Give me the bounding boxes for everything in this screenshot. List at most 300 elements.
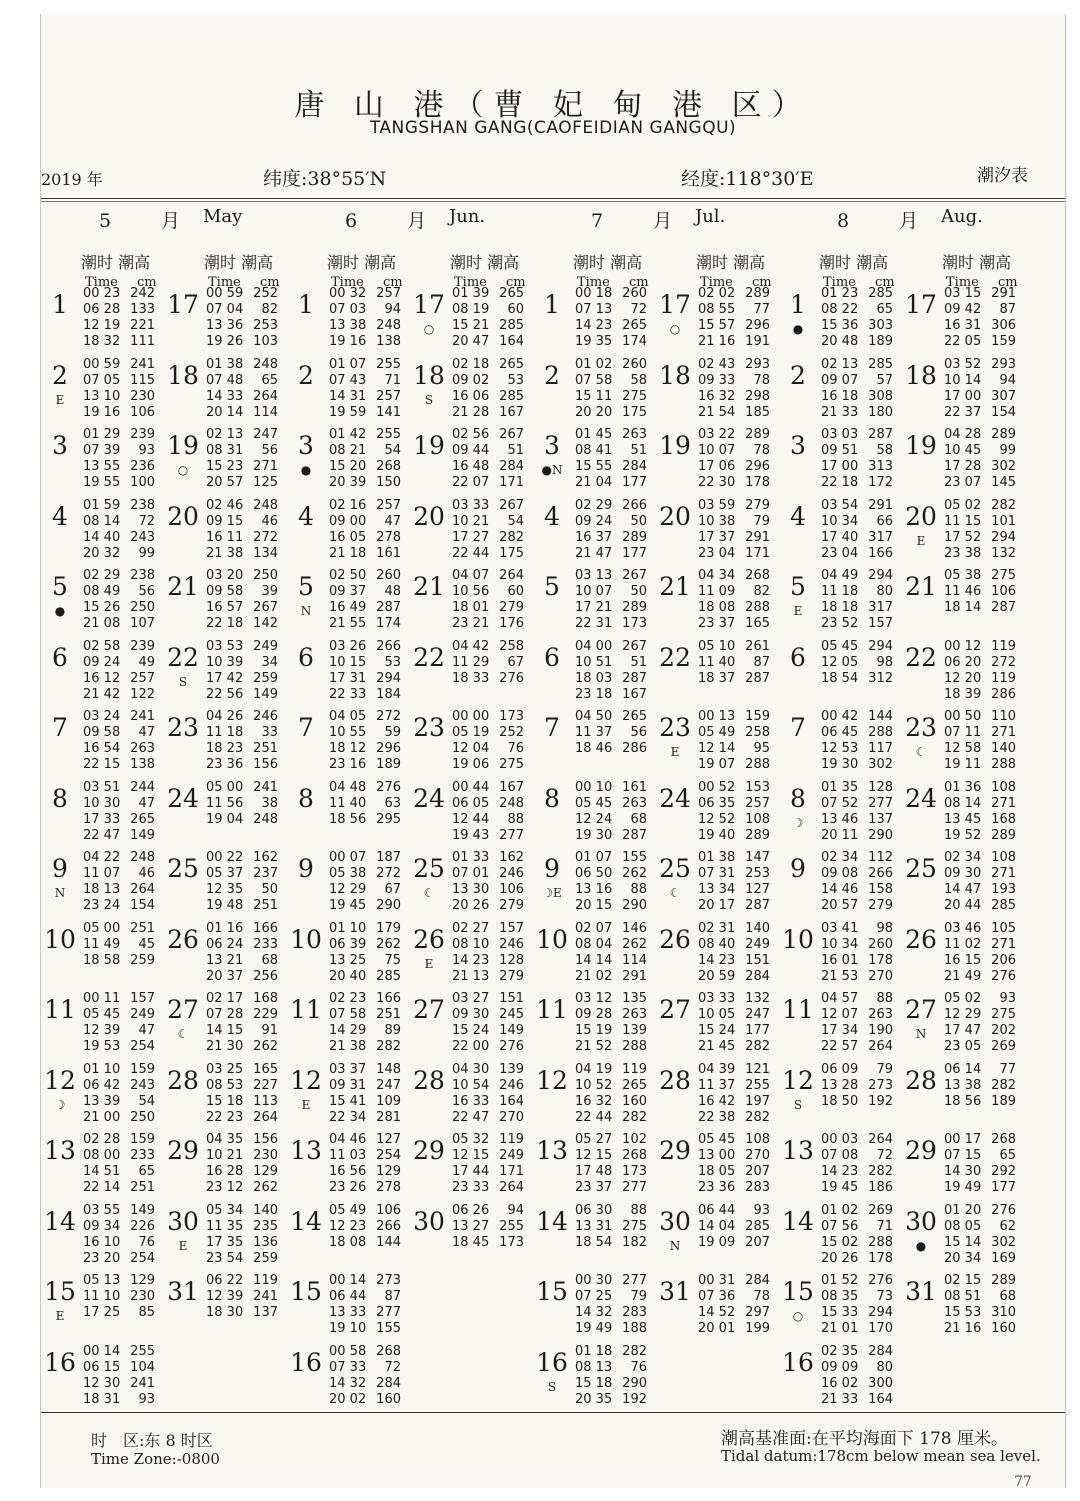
- tide-height: 265: [622, 318, 647, 333]
- tide-list: [329, 639, 401, 703]
- tide-row: [83, 921, 155, 937]
- tide-row: [329, 302, 401, 318]
- tide-time: 23 07: [944, 475, 982, 490]
- tide-height: 171: [745, 545, 770, 561]
- tide-row: [698, 969, 770, 985]
- tide-time: 04 39: [698, 1061, 736, 1077]
- day-block: [41, 1128, 164, 1194]
- day-block: [902, 705, 1025, 771]
- tide-row: [83, 459, 155, 475]
- tide-time: 07 36: [698, 1289, 736, 1304]
- tide-time: 02 18: [452, 356, 490, 372]
- tide-height: 93: [138, 1391, 155, 1407]
- tide-height: 106: [376, 1202, 401, 1218]
- tide-list: [206, 1203, 278, 1267]
- day-block: [779, 917, 902, 983]
- tide-time: 22 34: [329, 1109, 367, 1125]
- tide-height: 107: [130, 616, 155, 631]
- tide-row: [206, 1094, 278, 1110]
- tide-height: 269: [868, 1202, 893, 1218]
- tide-height: 251: [130, 920, 155, 936]
- day-block: [902, 282, 1025, 348]
- tide-list: [452, 639, 524, 703]
- tide-height: 260: [376, 568, 401, 583]
- tide-row: [698, 616, 770, 632]
- tide-list: [206, 1062, 278, 1126]
- tide-height: 164: [868, 1391, 893, 1407]
- tide-row: [329, 1392, 401, 1408]
- tide-height: 141: [376, 404, 401, 420]
- moon-phase-marker: S: [178, 674, 188, 689]
- day-block: [41, 423, 164, 489]
- day-number: 27: [413, 995, 445, 1024]
- tide-time: 04 22: [83, 850, 121, 865]
- tide-height: 168: [991, 811, 1016, 827]
- tide-time: 09 30: [452, 1007, 490, 1022]
- tide-row: [83, 530, 155, 546]
- tide-height: 266: [376, 638, 401, 654]
- tide-time: 09 37: [329, 584, 367, 599]
- tide-height: 268: [376, 1343, 401, 1359]
- tide-row: [821, 1305, 893, 1321]
- tide-row: [575, 616, 647, 632]
- tide-height: 233: [130, 1148, 155, 1163]
- tide-list: [821, 1132, 893, 1196]
- tide-row: [329, 898, 401, 914]
- day-block: [656, 1128, 779, 1194]
- tide-height: 71: [384, 372, 401, 388]
- tide-row: [575, 969, 647, 985]
- day-number: 5: [544, 572, 560, 601]
- tide-row: [83, 741, 155, 757]
- tide-list: [83, 427, 155, 491]
- tide-row: [329, 373, 401, 389]
- tide-row: [821, 318, 893, 334]
- day-block: [164, 423, 287, 489]
- moon-phase-marker: ☾: [669, 886, 681, 900]
- tide-time: 04 30: [452, 1061, 490, 1077]
- tide-row: [329, 318, 401, 334]
- day-number: 28: [659, 1065, 691, 1095]
- tide-list: [83, 709, 155, 773]
- day-block: [902, 494, 1025, 560]
- day-block: [410, 1199, 533, 1265]
- tide-list: [821, 1273, 893, 1337]
- tide-height: 176: [499, 616, 524, 631]
- tide-time: 15 02: [821, 1234, 859, 1250]
- tide-time: 19 16: [83, 404, 121, 420]
- tide-height: 106: [130, 404, 155, 420]
- tide-height: 172: [868, 475, 893, 490]
- tide-time: 02 23: [329, 991, 367, 1006]
- tide-height: 288: [868, 1234, 893, 1250]
- tide-time: 16 01: [821, 952, 859, 968]
- tide-row: [83, 687, 155, 703]
- tide-list: [944, 427, 1016, 491]
- tide-time: 20 32: [83, 545, 121, 561]
- day-number: 27: [905, 995, 937, 1024]
- tide-time: 20 02: [329, 1391, 367, 1407]
- tide-list: [83, 1203, 155, 1267]
- tide-time: 12 15: [575, 1148, 613, 1163]
- tide-row: [452, 937, 524, 953]
- tide-row: [206, 334, 278, 350]
- tide-list: [944, 780, 1016, 844]
- tide-time: 00 14: [329, 1273, 367, 1288]
- day-block: [410, 282, 533, 348]
- tide-height: 310: [991, 1305, 1016, 1320]
- timezone-en: Time Zone:-0800: [91, 1450, 220, 1468]
- tide-time: 21 38: [329, 1039, 367, 1054]
- tide-time: 14 52: [698, 1305, 736, 1320]
- tide-row: [452, 725, 524, 741]
- tide-height: 54: [384, 443, 401, 458]
- tide-list: [206, 780, 278, 844]
- day-block: [164, 776, 287, 842]
- day-block: [656, 1269, 779, 1335]
- tide-height: 281: [376, 1109, 401, 1125]
- tide-height: 259: [253, 670, 278, 686]
- tide-row: [944, 1062, 1016, 1078]
- tide-time: 08 22: [821, 302, 859, 317]
- tide-time: 19 04: [206, 811, 244, 827]
- tide-list: [698, 850, 770, 914]
- tide-height: 259: [130, 952, 155, 968]
- tide-row: [575, 655, 647, 671]
- tide-time: 16 06: [452, 388, 490, 404]
- tide-list: [452, 709, 524, 773]
- tide-list: [944, 498, 1016, 562]
- tide-time: 21 45: [698, 1039, 736, 1054]
- tide-time: 17 27: [452, 529, 490, 545]
- day-block: [287, 1199, 410, 1265]
- tide-time: 08 31: [206, 443, 244, 458]
- tide-row: [206, 850, 278, 866]
- tide-row: [575, 334, 647, 350]
- day-block: [287, 846, 410, 912]
- column-header-time: Time: [331, 275, 364, 290]
- tide-height: 260: [622, 286, 647, 301]
- year-label: 2019 年: [41, 170, 103, 189]
- tide-height: 149: [253, 686, 278, 702]
- tide-row: [575, 1148, 647, 1164]
- tide-time: 23 36: [698, 1180, 736, 1195]
- tide-time: 16 12: [83, 670, 121, 686]
- tide-row: [575, 1023, 647, 1039]
- tide-time: 00 30: [575, 1273, 613, 1288]
- tide-height: 76: [630, 1359, 647, 1375]
- tide-time: 01 33: [452, 850, 490, 865]
- tide-time: 04 35: [206, 1132, 244, 1147]
- tide-row: [83, 937, 155, 953]
- tide-height: 167: [499, 404, 524, 420]
- day-number: 7: [790, 713, 806, 742]
- tide-height: 284: [745, 968, 770, 984]
- tide-time: 09 28: [575, 1007, 613, 1022]
- tide-row: [83, 373, 155, 389]
- tide-row: [329, 1132, 401, 1148]
- tide-row: [452, 1203, 524, 1219]
- tide-list: [329, 921, 401, 985]
- tide-height: 53: [507, 372, 524, 388]
- tide-height: 159: [991, 334, 1016, 349]
- tide-height: 144: [868, 709, 893, 724]
- day-block: [164, 564, 287, 630]
- tide-height: 95: [753, 741, 770, 756]
- tide-height: 265: [622, 1077, 647, 1093]
- tide-height: 47: [138, 795, 155, 811]
- tide-height: 277: [622, 1180, 647, 1195]
- tide-height: 162: [499, 850, 524, 865]
- day-number: 19: [413, 431, 445, 460]
- tide-row: [575, 850, 647, 866]
- tide-list: [206, 1132, 278, 1196]
- tide-row: [206, 639, 278, 655]
- tide-row: [821, 584, 893, 600]
- tide-row: [698, 443, 770, 459]
- tide-time: 20 48: [821, 334, 859, 349]
- tide-height: 246: [499, 866, 524, 881]
- tide-row: [575, 302, 647, 318]
- day-block: [410, 987, 533, 1053]
- tide-height: 264: [253, 1109, 278, 1125]
- column-header-time: Time: [946, 275, 979, 290]
- tide-time: 07 15: [944, 1148, 982, 1163]
- day-number: 1: [52, 290, 68, 319]
- day-number: 9: [52, 854, 68, 883]
- tide-height: 155: [376, 1321, 401, 1336]
- tide-height: 263: [622, 1007, 647, 1022]
- tide-row: [575, 1164, 647, 1180]
- day-number: 19: [167, 431, 199, 460]
- moon-phase-marker: S: [424, 392, 434, 407]
- tide-row: [83, 671, 155, 687]
- day-block: [656, 1058, 779, 1124]
- tide-time: 14 32: [329, 1375, 367, 1391]
- tide-row: [206, 1023, 278, 1039]
- tide-time: 18 56: [329, 811, 367, 827]
- tide-time: 22 15: [83, 757, 121, 772]
- tide-height: 242: [130, 286, 155, 301]
- tide-time: 10 51: [575, 654, 613, 670]
- tide-row: [944, 1039, 1016, 1055]
- tide-height: 238: [130, 568, 155, 583]
- tide-row: [83, 443, 155, 459]
- tide-time: 13 39: [83, 1093, 121, 1109]
- tide-height: 306: [991, 318, 1016, 333]
- tide-time: 13 55: [83, 459, 121, 474]
- day-block: [533, 1340, 656, 1406]
- tide-row: [452, 443, 524, 459]
- tide-height: 129: [376, 1164, 401, 1179]
- column-header-zh: 潮时 潮高: [327, 253, 397, 272]
- tide-row: [452, 1023, 524, 1039]
- tide-height: 164: [499, 334, 524, 349]
- tide-height: 170: [868, 1321, 893, 1336]
- tide-list: [575, 1273, 647, 1337]
- tide-row: [206, 475, 278, 491]
- tide-row: [83, 318, 155, 334]
- tide-row: [452, 357, 524, 373]
- tide-time: 11 40: [698, 654, 736, 670]
- tide-time: 20 40: [329, 968, 367, 984]
- tide-time: 12 44: [452, 811, 490, 827]
- tide-row: [83, 1305, 155, 1321]
- day-number: 16: [44, 1347, 76, 1377]
- day-number: 12: [44, 1065, 76, 1095]
- tide-row: [944, 1094, 1016, 1110]
- tide-height: 77: [753, 302, 770, 317]
- day-block: [533, 917, 656, 983]
- tide-height: 147: [745, 850, 770, 865]
- tide-time: 05 00: [206, 779, 244, 795]
- tide-height: 276: [499, 670, 524, 686]
- tide-height: 248: [253, 811, 278, 827]
- tide-time: 08 14: [944, 795, 982, 811]
- tide-height: 108: [745, 1132, 770, 1147]
- tide-row: [575, 427, 647, 443]
- tide-time: 18 50: [821, 1093, 859, 1109]
- tide-list: [821, 357, 893, 421]
- tide-height: 56: [630, 725, 647, 740]
- day-block: [779, 353, 902, 419]
- tide-time: 12 04: [452, 741, 490, 756]
- tide-row: [206, 1273, 278, 1289]
- day-number: 23: [905, 713, 937, 742]
- tide-row: [944, 671, 1016, 687]
- tide-time: 13 34: [698, 882, 736, 897]
- tide-height: 153: [745, 779, 770, 795]
- tide-row: [206, 1180, 278, 1196]
- day-block: [779, 1199, 902, 1265]
- tide-height: 38: [261, 795, 278, 811]
- tide-row: [452, 514, 524, 530]
- tide-row: [575, 671, 647, 687]
- tide-row: [821, 1132, 893, 1148]
- tide-height: 105: [991, 920, 1016, 936]
- day-number: 18: [413, 360, 445, 390]
- tide-time: 01 10: [83, 1061, 121, 1077]
- tide-height: 175: [499, 545, 524, 561]
- tide-row: [698, 725, 770, 741]
- day-number: 8: [52, 783, 68, 813]
- tide-time: 06 24: [206, 936, 244, 952]
- tide-time: 00 23: [83, 286, 121, 301]
- tide-height: 139: [622, 1023, 647, 1038]
- tide-row: [698, 498, 770, 514]
- tide-height: 271: [253, 459, 278, 474]
- tide-height: 119: [991, 670, 1016, 686]
- day-block: [410, 705, 533, 771]
- tide-row: [83, 514, 155, 530]
- tide-row: [698, 1110, 770, 1126]
- tide-row: [944, 1180, 1016, 1196]
- tide-height: 297: [745, 1305, 770, 1320]
- tide-height: 264: [130, 882, 155, 897]
- tide-height: 268: [991, 1132, 1016, 1147]
- tide-height: 290: [622, 898, 647, 913]
- tide-time: 06 45: [821, 725, 859, 740]
- tide-height: 230: [130, 1289, 155, 1304]
- tide-row: [83, 1360, 155, 1376]
- tide-height: 177: [622, 545, 647, 561]
- tide-time: 08 19: [452, 302, 490, 317]
- tide-time: 17 42: [206, 670, 244, 686]
- day-number: 15: [44, 1277, 76, 1306]
- tide-height: 57: [876, 372, 893, 388]
- tide-height: 235: [253, 1218, 278, 1234]
- tide-height: 294: [868, 638, 893, 654]
- tide-time: 11 49: [83, 936, 121, 952]
- tide-row: [575, 709, 647, 725]
- day-number: 13: [44, 1136, 76, 1165]
- tide-row: [821, 1007, 893, 1023]
- tide-time: 19 26: [206, 334, 244, 349]
- tide-time: 03 20: [206, 568, 244, 583]
- tide-time: 06 44: [329, 1289, 367, 1304]
- tide-height: 291: [991, 286, 1016, 301]
- day-block: [410, 1128, 533, 1194]
- tide-height: 247: [253, 427, 278, 442]
- tide-height: 50: [261, 882, 278, 897]
- tide-row: [698, 1007, 770, 1023]
- tide-height: 179: [376, 920, 401, 936]
- tide-row: [575, 1078, 647, 1094]
- tide-time: 15 55: [575, 459, 613, 474]
- tide-row: [83, 796, 155, 812]
- tide-time: 03 13: [575, 568, 613, 583]
- tide-time: 12 35: [206, 882, 244, 897]
- tide-height: 265: [130, 811, 155, 827]
- tide-row: [821, 443, 893, 459]
- tide-height: 241: [130, 709, 155, 724]
- day-block: [779, 705, 902, 771]
- tide-time: 19 49: [944, 1180, 982, 1195]
- tide-time: 19 45: [329, 898, 367, 913]
- day-block: [164, 494, 287, 560]
- tide-time: 19 52: [944, 827, 982, 843]
- day-number: 24: [659, 783, 691, 813]
- tide-list: [698, 780, 770, 844]
- tide-row: [452, 639, 524, 655]
- tide-row: [329, 546, 401, 562]
- tide-row: [575, 991, 647, 1007]
- moon-phase-marker: ○: [177, 463, 189, 477]
- tide-row: [329, 741, 401, 757]
- tide-time: 05 27: [575, 1132, 613, 1147]
- tide-time: 16 57: [206, 600, 244, 615]
- tide-height: 252: [499, 725, 524, 740]
- tide-time: 08 00: [83, 1148, 121, 1163]
- tide-height: 254: [130, 1039, 155, 1054]
- tide-time: 04 26: [206, 709, 244, 724]
- day-number: 27: [167, 995, 199, 1024]
- tide-height: 270: [745, 1148, 770, 1163]
- tide-time: 01 36: [944, 779, 982, 795]
- day-block: [41, 776, 164, 842]
- tide-time: 05 32: [452, 1132, 490, 1147]
- moon-phase-marker: E: [916, 533, 926, 548]
- tide-row: [944, 616, 1016, 632]
- tide-height: 294: [868, 568, 893, 583]
- tide-time: 15 24: [452, 1023, 490, 1038]
- moon-phase-marker: ●: [300, 463, 312, 477]
- tide-list: [452, 427, 524, 491]
- tide-height: 250: [253, 568, 278, 583]
- tide-time: 14 23: [821, 1164, 859, 1179]
- tide-time: 06 28: [83, 302, 121, 317]
- tide-row: [821, 812, 893, 828]
